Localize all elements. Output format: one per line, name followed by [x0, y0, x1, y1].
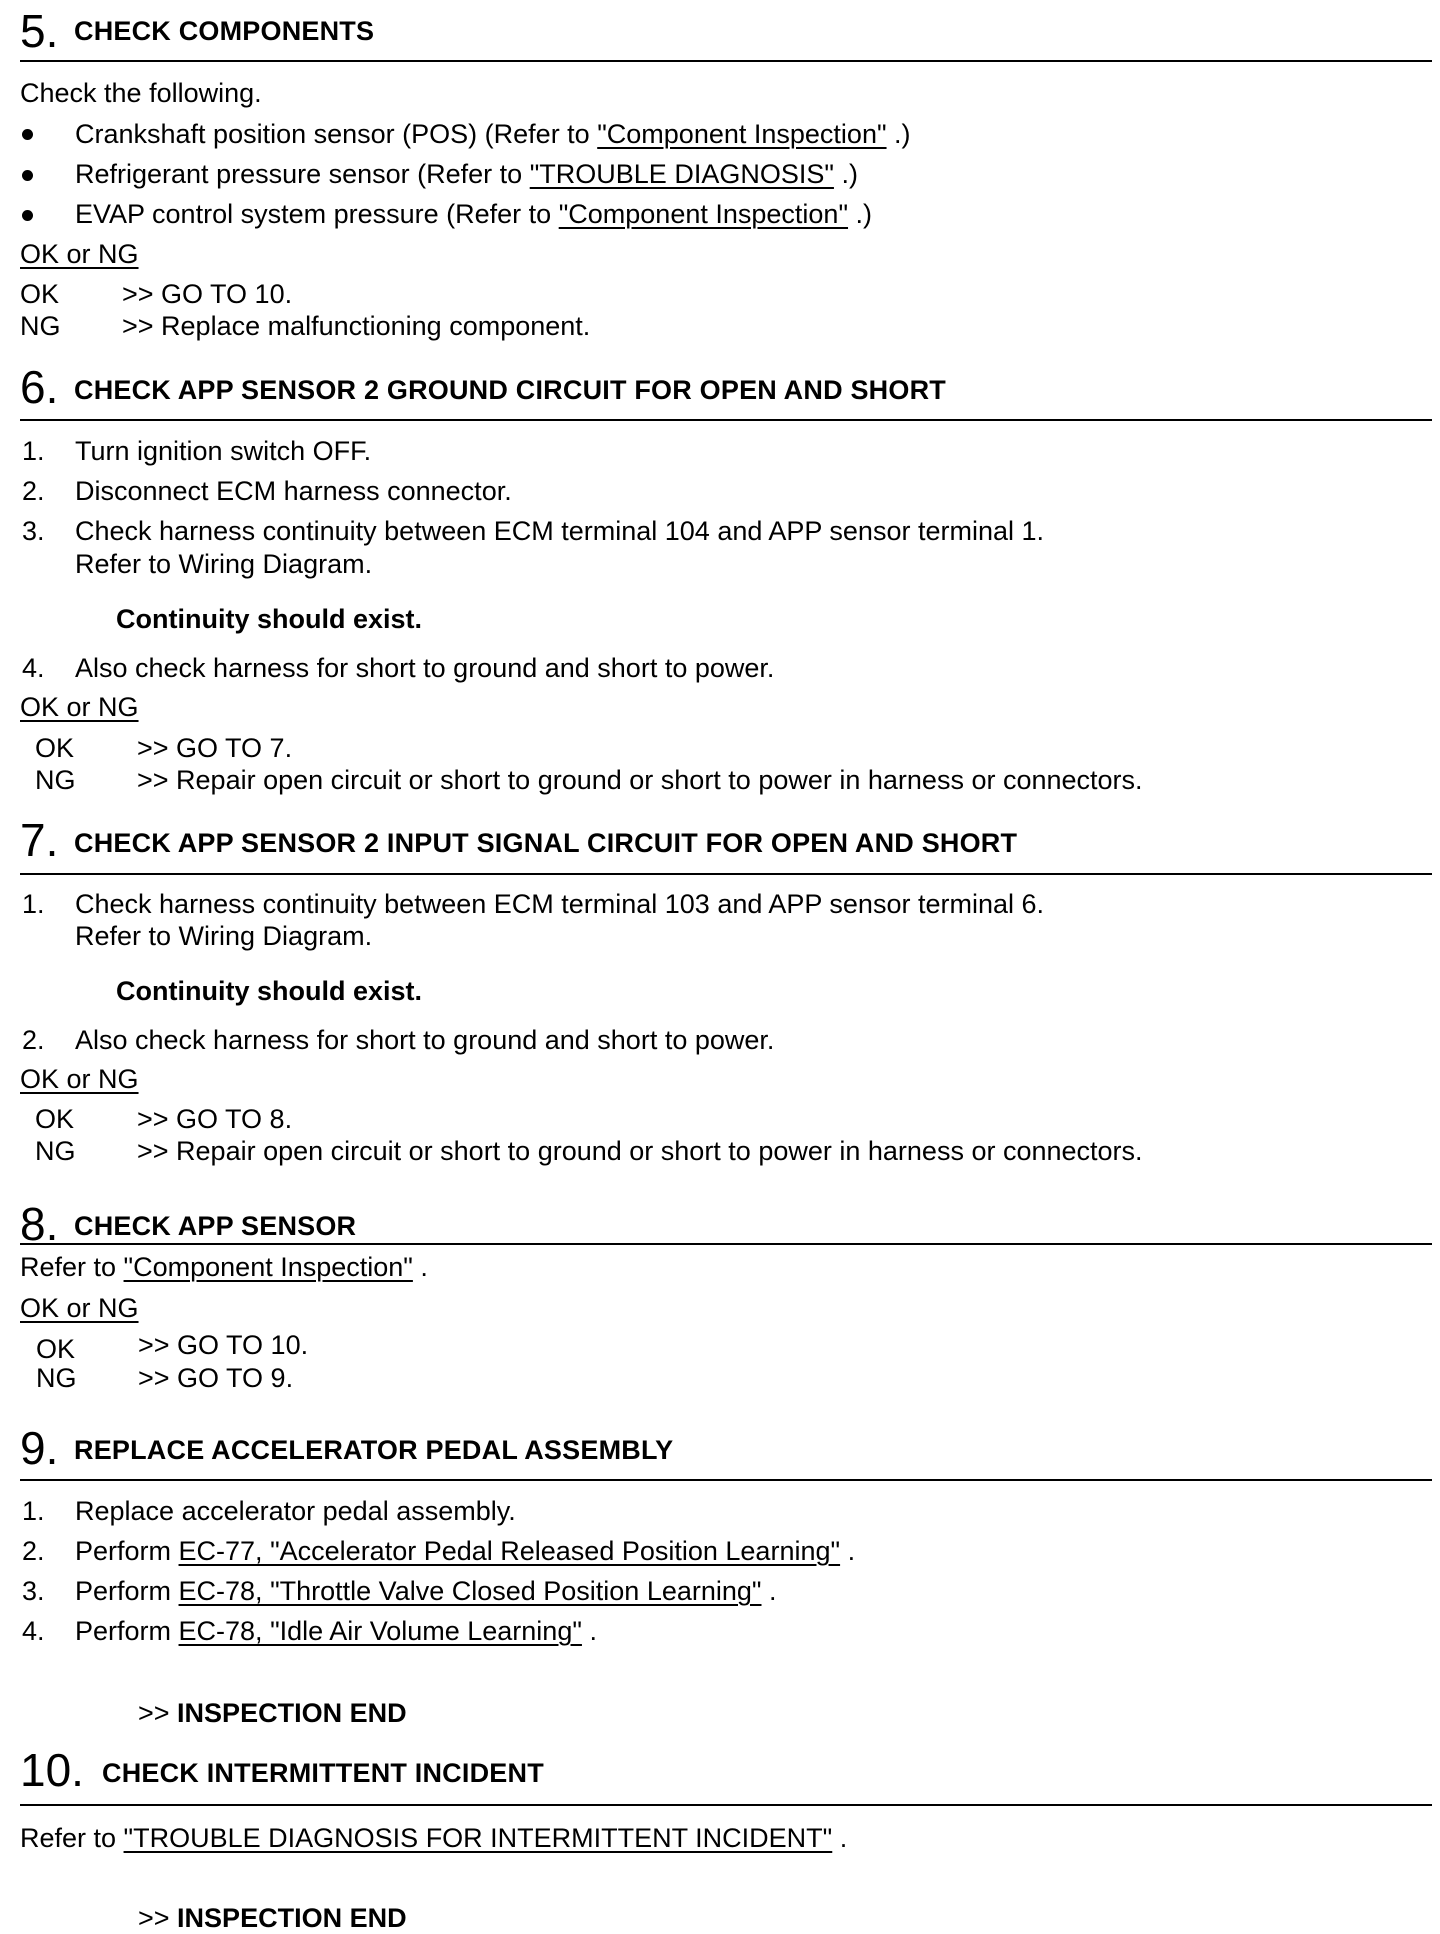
ec-78-idle-air-volume-link[interactable]: EC-78, "Idle Air Volume Learning" — [178, 1616, 582, 1646]
item-text: Disconnect ECM harness connector. — [75, 476, 512, 506]
section-divider — [20, 1804, 1432, 1806]
result-action-ok: >> GO TO 8. — [137, 1104, 293, 1134]
bullet-icon — [22, 129, 33, 140]
result-action-ng: >> Repair open circuit or short to ground or short to power in harness or connectors. — [137, 765, 1143, 795]
item-text: Perform EC-77, "Accelerator Pedal Released Position Learning" . — [75, 1536, 856, 1566]
step-title: CHECK APP SENSOR — [74, 1211, 357, 1241]
item-subtext: Refer to Wiring Diagram. — [75, 921, 373, 951]
step-number: 7. — [20, 814, 59, 866]
item-text: Perform EC-78, "Idle Air Volume Learning" . — [75, 1616, 597, 1646]
result-code-ok: OK — [20, 279, 60, 309]
item-text: Turn ignition switch OFF. — [75, 436, 372, 466]
bullet-icon — [22, 170, 33, 181]
list-item: EVAP control system pressure (Refer to "Component Inspection" .) — [75, 199, 873, 229]
item-number: 4. — [22, 653, 45, 683]
bullet-icon — [22, 210, 33, 221]
ok-or-ng-label: OK or NG — [20, 692, 139, 722]
step-number: 6. — [20, 361, 59, 413]
result-code-ok: OK — [35, 1104, 75, 1134]
item-text: Replace accelerator pedal assembly. — [75, 1496, 516, 1526]
ok-or-ng-label: OK or NG — [20, 239, 139, 269]
item-number: 2. — [22, 476, 45, 506]
step-number: 5. — [20, 5, 59, 57]
component-inspection-link[interactable]: "Component Inspection" — [123, 1252, 413, 1282]
item-text: Also check harness for short to ground and short to power. — [75, 653, 775, 683]
ok-or-ng-label: OK or NG — [20, 1293, 139, 1323]
result-action-ng: >> Repair open circuit or short to ground or short to power in harness or connectors. — [137, 1136, 1143, 1166]
result-action-ok: >> GO TO 10. — [122, 279, 293, 309]
refer-text: Refer to "Component Inspection" . — [20, 1252, 428, 1282]
item-number: 2. — [22, 1536, 45, 1566]
step-number: 10. — [20, 1744, 84, 1796]
step-number: 9. — [20, 1422, 59, 1474]
item-text: Perform EC-78, "Throttle Valve Closed Position Learning" . — [75, 1576, 777, 1606]
item-number: 1. — [22, 889, 45, 919]
result-action-ok: >> GO TO 7. — [137, 733, 293, 763]
list-item: Refrigerant pressure sensor (Refer to "TROUBLE DIAGNOSIS" .) — [75, 159, 858, 189]
component-inspection-link[interactable]: "Component Inspection" — [558, 199, 849, 229]
result-code-ng: NG — [35, 1136, 76, 1166]
result-code-ng: NG — [35, 765, 76, 795]
item-number: 1. — [22, 1496, 45, 1526]
intro-text: Check the following. — [20, 78, 262, 108]
component-inspection-link[interactable]: "Component Inspection" — [597, 119, 887, 149]
result-action-ng: >> GO TO 9. — [138, 1363, 294, 1393]
trouble-diagnosis-link[interactable]: "TROUBLE DIAGNOSIS" — [529, 159, 834, 189]
refer-text: Refer to "TROUBLE DIAGNOSIS FOR INTERMITTENT INCIDENT" . — [20, 1823, 848, 1853]
list-item: Crankshaft position sensor (POS) (Refer to "Component Inspection" .) — [75, 119, 911, 149]
step-title: CHECK APP SENSOR 2 GROUND CIRCUIT FOR OPEN AND SHORT — [74, 375, 946, 405]
result-code-ok: OK — [36, 1334, 76, 1364]
item-subtext: Refer to Wiring Diagram. — [75, 549, 373, 579]
step-number: 8. — [20, 1198, 59, 1250]
step-title: CHECK INTERMITTENT INCIDENT — [102, 1758, 544, 1788]
section-divider — [20, 419, 1432, 421]
ok-or-ng-label: OK or NG — [20, 1064, 139, 1094]
inspection-end: >> INSPECTION END — [138, 1698, 407, 1728]
ec-77-accelerator-pedal-link[interactable]: EC-77, "Accelerator Pedal Released Position Learning" — [178, 1536, 841, 1566]
step-title: REPLACE ACCELERATOR PEDAL ASSEMBLY — [74, 1435, 674, 1465]
item-text: Check harness continuity between ECM terminal 103 and APP sensor terminal 6. — [75, 889, 1045, 919]
result-code-ng: NG — [20, 311, 61, 341]
step-title: CHECK APP SENSOR 2 INPUT SIGNAL CIRCUIT FOR OPEN AND SHORT — [74, 828, 1018, 858]
item-text: Check harness continuity between ECM terminal 104 and APP sensor terminal 1. — [75, 516, 1045, 546]
item-text: Also check harness for short to ground and short to power. — [75, 1025, 775, 1055]
result-code-ng: NG — [36, 1363, 77, 1393]
result-action-ok: >> GO TO 10. — [138, 1330, 309, 1360]
section-divider — [20, 1479, 1432, 1481]
item-number: 4. — [22, 1616, 45, 1646]
continuity-note: Continuity should exist. — [116, 976, 423, 1006]
section-divider — [20, 60, 1432, 62]
item-number: 3. — [22, 516, 45, 546]
ec-78-throttle-valve-link[interactable]: EC-78, "Throttle Valve Closed Position Learning" — [178, 1576, 762, 1606]
item-number: 2. — [22, 1025, 45, 1055]
inspection-end: >> INSPECTION END — [138, 1903, 407, 1933]
section-divider — [20, 1243, 1432, 1245]
item-number: 1. — [22, 436, 45, 466]
section-divider — [20, 873, 1432, 875]
result-code-ok: OK — [35, 733, 75, 763]
trouble-diagnosis-intermittent-link[interactable]: "TROUBLE DIAGNOSIS FOR INTERMITTENT INCIDENT" — [123, 1823, 833, 1853]
result-action-ng: >> Replace malfunctioning component. — [122, 311, 591, 341]
continuity-note: Continuity should exist. — [116, 604, 423, 634]
item-number: 3. — [22, 1576, 45, 1606]
step-title: CHECK COMPONENTS — [74, 16, 375, 46]
